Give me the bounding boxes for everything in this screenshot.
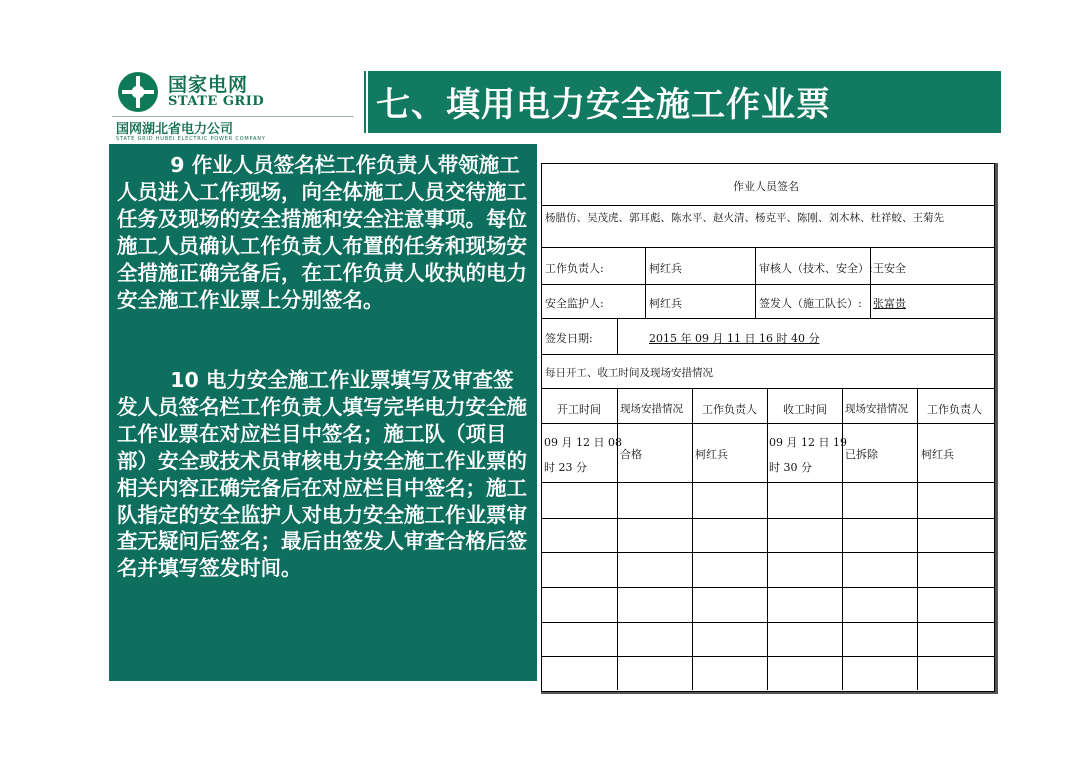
start-leader: 柯红兵 bbox=[695, 448, 728, 461]
instruction-panel bbox=[109, 144, 537, 681]
form-line bbox=[692, 388, 693, 690]
form-line bbox=[541, 423, 995, 424]
form-line bbox=[541, 205, 995, 206]
logo-name-en: STATE GRID bbox=[168, 94, 265, 109]
logo-divider bbox=[112, 116, 354, 117]
form-line bbox=[541, 622, 995, 623]
column-header: 开工时间 bbox=[557, 403, 601, 416]
form-header: 作业人员签名 bbox=[733, 180, 799, 193]
slide-title: 七、填用电力安全施工作业票 bbox=[376, 85, 831, 125]
reviewer-value: 王安全 bbox=[873, 262, 906, 275]
form-line bbox=[541, 354, 995, 355]
logo-subtitle-en: STATE GRID HUBEI ELECTRIC POWER COMPANY bbox=[116, 136, 266, 142]
worker-names: 杨腊仿、吴茂虎、郭耳彪、陈水平、赵火清、杨克平、陈刚、刘木林、杜祥蛟、王菊先 bbox=[545, 212, 944, 224]
instruction-paragraph-10: 10 电力安全施工作业票填写及审查签发人员签名栏工作负责人填写完毕电力安全施工作业票在对应栏目中签名；施工队（项目部）安全或技术员审核电力安全施工作业票的相关内容正确完备后在对应栏目中签名；施工队指定的安全监护人对电力安全施工作业票审查无疑问后签名；最后由签发人审查合格后签名并填写签发时间。 bbox=[117, 368, 527, 581]
logo-name-cn: 国家电网 bbox=[168, 74, 249, 96]
form-shadow bbox=[995, 163, 998, 694]
form-line bbox=[541, 284, 995, 285]
reviewer-label: 审核人（技术、安全）: bbox=[759, 262, 873, 275]
form-line bbox=[917, 388, 918, 690]
state-grid-emblem-icon bbox=[118, 72, 158, 112]
form-border bbox=[541, 163, 995, 692]
end-time: 时 30 分 bbox=[769, 461, 812, 474]
form-line bbox=[541, 587, 995, 588]
form-line bbox=[645, 247, 646, 318]
work-leader-label: 工作负责人: bbox=[545, 262, 604, 275]
form-line bbox=[541, 388, 995, 389]
form-line bbox=[755, 247, 756, 318]
form-line bbox=[617, 318, 618, 354]
issuer-label: 签发人（施工队长）: bbox=[759, 297, 862, 310]
form-line bbox=[541, 518, 995, 519]
issuer-signature: 张富贵 bbox=[873, 297, 906, 310]
issue-date-label: 签发日期: bbox=[545, 332, 593, 345]
daily-label: 每日开工、收工时间及现场安措情况 bbox=[545, 367, 713, 379]
form-line bbox=[541, 247, 995, 248]
end-time: 09 月 12 日 19 bbox=[769, 436, 847, 449]
start-safety-status: 合格 bbox=[620, 448, 642, 461]
form-line bbox=[767, 388, 768, 690]
end-leader: 柯红兵 bbox=[921, 448, 954, 461]
instruction-paragraph-9: 9 作业人员签名栏工作负责人带领施工人员进入工作现场，向全体施工人员交待施工任务及现场的安全措施和安全注意事项。每位施工人员确认工作负责人布置的任务和现场安全措施正确完备后，在工作负责人收执的电力安全施工作业票上分别签名。 bbox=[117, 153, 527, 312]
logo-subtitle-cn: 国网湖北省电力公司 bbox=[116, 122, 234, 137]
safety-guard-value: 柯红兵 bbox=[649, 297, 682, 310]
form-line bbox=[541, 552, 995, 553]
issue-date-value: 2015 年 09 月 11 日 16 时 40 分 bbox=[649, 332, 820, 345]
work-ticket-form bbox=[541, 163, 995, 692]
start-time: 09 月 12 日 08 bbox=[544, 436, 622, 449]
form-line bbox=[541, 318, 995, 319]
end-safety-status: 已拆除 bbox=[845, 448, 878, 461]
column-header: 现场安措情况 bbox=[620, 403, 683, 415]
form-line bbox=[541, 656, 995, 657]
form-line bbox=[541, 482, 995, 483]
column-header: 收工时间 bbox=[783, 403, 827, 416]
state-grid-logo bbox=[112, 68, 357, 148]
start-time: 时 23 分 bbox=[544, 461, 587, 474]
column-header: 工作负责人 bbox=[927, 403, 982, 416]
title-bar bbox=[368, 71, 1001, 133]
safety-guard-label: 安全监护人: bbox=[545, 297, 604, 310]
work-leader-value: 柯红兵 bbox=[649, 262, 682, 275]
column-header: 工作负责人 bbox=[702, 403, 757, 416]
form-line bbox=[870, 247, 871, 318]
column-header: 现场安措情况 bbox=[845, 403, 908, 415]
